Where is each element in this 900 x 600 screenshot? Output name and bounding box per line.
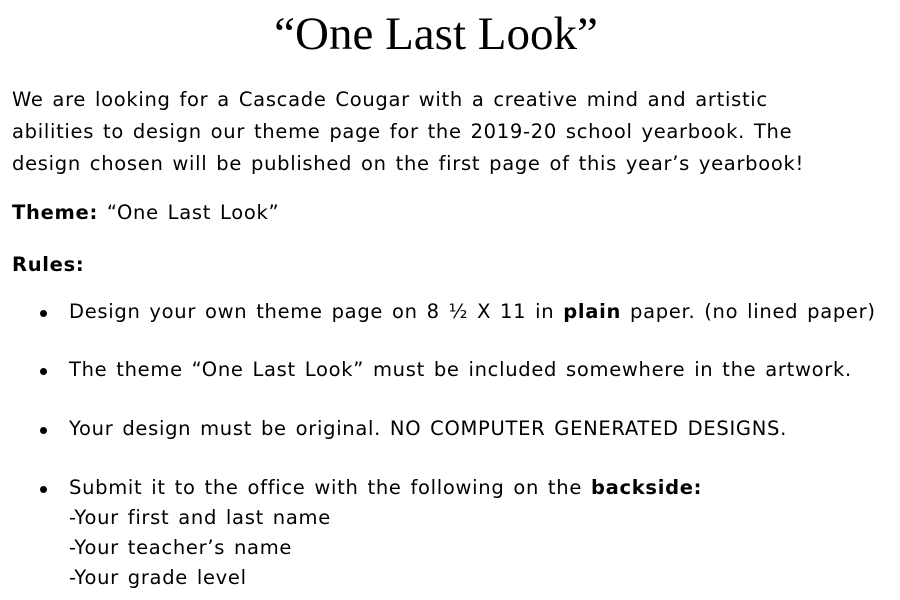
submit-detail-line: -Your teacher’s name — [69, 536, 293, 559]
rule-text: The theme “One Last Look” must be included somewhere in the artwork. — [69, 358, 852, 381]
theme-label: Theme: — [12, 201, 98, 224]
bullet-icon — [40, 310, 47, 317]
submit-detail-line: -Your grade level — [69, 566, 247, 589]
page-title: “One Last Look” — [274, 8, 598, 60]
bullet-icon — [40, 368, 47, 375]
theme-line — [12, 198, 279, 228]
intro-line: We are looking for a Cascade Cougar with a creative mind and artistic — [12, 88, 768, 111]
rule-text: Your design must be original. NO COMPUTER GENERATED DESIGNS. — [69, 417, 787, 440]
intro-line: abilities to design our theme page for the 2019-20 school yearbook. The — [12, 120, 793, 143]
rule-text: Submit it to the office with the following on the backside: — [69, 476, 703, 499]
submit-detail-line: -Your first and last name — [69, 506, 331, 529]
bullet-icon — [40, 486, 47, 493]
submit-details — [69, 503, 331, 593]
intro-paragraph — [12, 84, 892, 180]
intro-line: design chosen will be published on the first page of this year’s yearbook! — [12, 152, 805, 175]
theme-value: “One Last Look” — [106, 201, 280, 224]
rule-text: Design your own theme page on 8 ½ X 11 in plain paper. (no lined paper) — [69, 300, 876, 323]
rules-heading: Rules: — [12, 253, 85, 276]
bullet-icon — [40, 427, 47, 434]
